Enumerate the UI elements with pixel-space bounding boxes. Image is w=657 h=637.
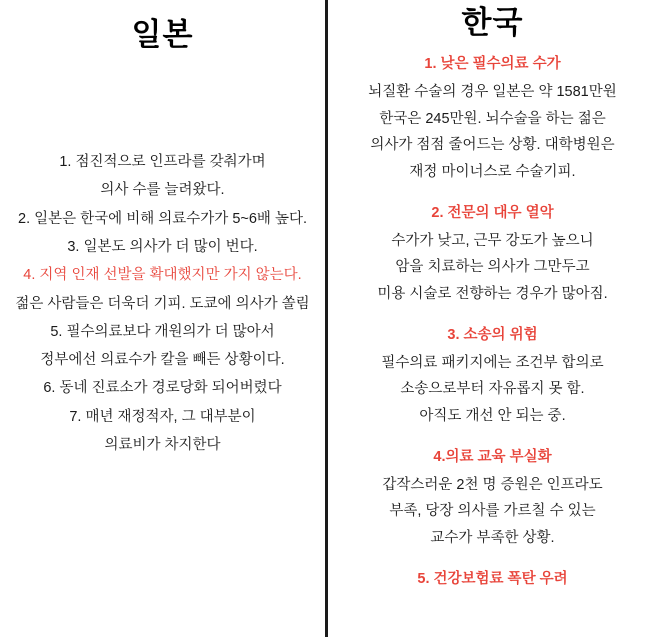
section-heading: 4.의료 교육 부실화 bbox=[433, 448, 552, 465]
list-item: 7. 매년 재정적자, 그 대부분이 bbox=[69, 408, 256, 425]
list-item: 의사 수를 늘려왔다. bbox=[100, 182, 225, 199]
list-item: 3. 일본도 의사가 더 많이 번다. bbox=[67, 238, 258, 255]
body-line: 갑작스러운 2천 명 증원은 인프라도 bbox=[382, 476, 603, 493]
body-line: 재정 마이너스로 수술기피. bbox=[409, 164, 576, 181]
korea-title: 한국 bbox=[461, 5, 524, 40]
body-line: 뇌질환 수술의 경우 일본은 약 1581만원 bbox=[368, 83, 617, 100]
body-line: 수가가 낮고, 근무 강도가 높으니 bbox=[391, 232, 594, 249]
section-body bbox=[338, 472, 647, 552]
body-line: 교수가 부족한 상황. bbox=[430, 530, 555, 547]
section-lawsuit-risk bbox=[338, 322, 647, 430]
body-line: 암을 치료하는 의사가 그만두고 bbox=[395, 259, 590, 276]
list-item-highlighted: 4. 지역 인재 선발을 확대했지만 가지 않는다. bbox=[23, 267, 302, 284]
list-item: 2. 일본은 한국에 비해 의료수가가 5~6배 높다. bbox=[18, 210, 307, 227]
section-heading: 3. 소송의 위험 bbox=[447, 326, 538, 343]
list-item: 젊은 사람들은 더욱더 기피. 도쿄에 의사가 쏠림 bbox=[15, 295, 310, 312]
body-line: 필수의료 패키지에는 조건부 합의로 bbox=[381, 354, 604, 371]
section-low-fee bbox=[338, 51, 647, 186]
section-body bbox=[338, 350, 647, 430]
section-heading: 1. 낮은 필수의료 수가 bbox=[424, 56, 561, 73]
body-line: 미용 시술로 전향하는 경우가 많아짐. bbox=[377, 286, 608, 303]
korea-column bbox=[328, 0, 657, 637]
section-body bbox=[338, 228, 647, 308]
body-line: 소송으로부터 자유롭지 못 함. bbox=[400, 381, 585, 398]
body-line: 부족, 당장 의사를 가르칠 수 있는 bbox=[389, 503, 596, 520]
list-item: 정부에선 의료수가 칼을 빼든 상황이다. bbox=[40, 352, 285, 369]
body-line: 한국은 245만원. 뇌수술을 하는 젊은 bbox=[379, 110, 606, 127]
section-body bbox=[338, 79, 647, 186]
section-insurance-premium bbox=[338, 566, 647, 594]
japan-column bbox=[0, 0, 325, 637]
body-line: 아직도 개선 안 되는 중. bbox=[419, 408, 566, 425]
japan-title: 일본 bbox=[131, 17, 194, 52]
section-specialist-treatment bbox=[338, 200, 647, 308]
list-item: 5. 필수의료보다 개원의가 더 많아서 bbox=[50, 323, 275, 340]
list-item: 의료비가 차지한다 bbox=[104, 436, 221, 453]
section-heading: 2. 전문의 대우 열악 bbox=[431, 204, 554, 221]
list-item: 1. 점진적으로 인프라를 갖춰가며 bbox=[59, 154, 266, 171]
section-education-quality bbox=[338, 444, 647, 552]
section-heading: 5. 건강보험료 폭탄 우려 bbox=[417, 570, 568, 587]
list-item: 6. 동네 진료소가 경로당화 되어버렸다 bbox=[43, 380, 282, 397]
body-line: 의사가 점점 줄어드는 상황. 대학병원은 bbox=[370, 137, 615, 154]
japan-points-list bbox=[10, 148, 315, 459]
